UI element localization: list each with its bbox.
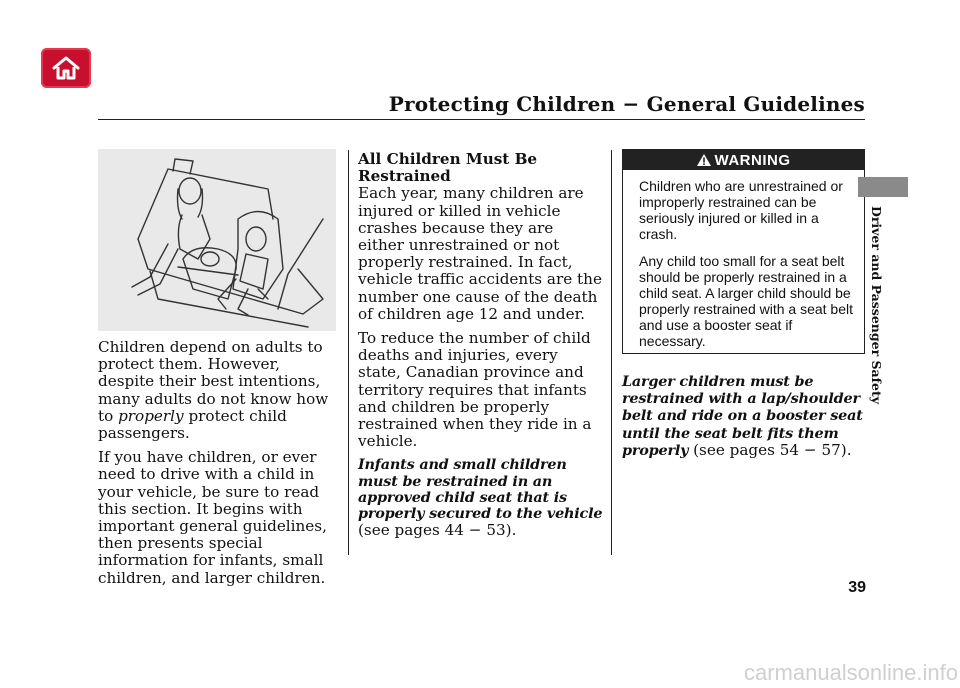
intro-text (98, 339, 340, 594)
restraint-paragraph-2: To reduce the number of child deaths and injuries, every state, Canadian province and territory requires that infants and children be properly restrained when they ride in a vehicle. (358, 329, 592, 451)
child-seat-drawing (98, 149, 336, 331)
warning-triangle-icon (697, 154, 711, 166)
restraint-emphasis: Infants and small children must be restrained in an approved child seat that is properly secured to the vehicle (358, 456, 603, 523)
intro-p1-emphasis: properly (118, 406, 184, 425)
page-reference-2: (see pages 54 − 57). (688, 440, 852, 459)
home-icon (51, 55, 81, 81)
warning-body (623, 170, 864, 349)
restraint-section (358, 151, 603, 539)
warning-label: WARNING (714, 151, 791, 169)
warning-paragraph-2: Any child too small for a seat belt should be properly restrained in a child seat. A larger child should be properly restrained with a seat belt and use a booster seat if necessary. (639, 253, 853, 349)
home-button[interactable] (41, 48, 91, 88)
larger-children-emphasis: Larger children must be restrained with a lap/shoulder belt and ride on a booster seat until the seat belt fits them properly (622, 373, 863, 459)
header-divider (98, 119, 865, 120)
column-divider-2 (611, 150, 612, 555)
section-tab (858, 177, 908, 197)
column-divider-1 (348, 150, 349, 555)
intro-p1-text: Children depend on adults to protect them. However, despite their best intentions, many adults do not know how to (98, 338, 329, 425)
warning-header (623, 150, 864, 170)
child-seat-illustration (98, 149, 336, 331)
restraint-paragraph-1: Each year, many children are injured or killed in vehicle crashes because they are either unrestrained or not properly restrained. In fact, vehicle traffic accidents are the number one cause of the death of children age 12 and under. (358, 184, 602, 323)
warning-box (622, 149, 865, 354)
page-title: Protecting Children − General Guidelines (388, 92, 865, 116)
page-reference: (see pages 44 − 53). (358, 521, 517, 540)
section-label (869, 206, 892, 405)
page-number: 39 (848, 579, 866, 596)
warning-paragraph-1: Children who are unrestrained or improperly restrained can be seriously injured or killed in a crash. (639, 178, 843, 242)
watermark: carmanualsonline.info (743, 660, 958, 685)
section-heading: All Children Must Be Restrained (358, 150, 538, 186)
intro-paragraph-2: If you have children, or ever need to drive with a child in your vehicle, be sure to read this section. It begins with important general guidelines, then presents special information for infants, small children, and larger children. (98, 448, 327, 587)
intro-p1-text-end: protect child passengers. (98, 406, 287, 443)
intro-paragraph-1 (98, 339, 340, 442)
section-label-text: Driver and Passenger Safety (869, 206, 884, 405)
larger-children-text (622, 373, 872, 459)
